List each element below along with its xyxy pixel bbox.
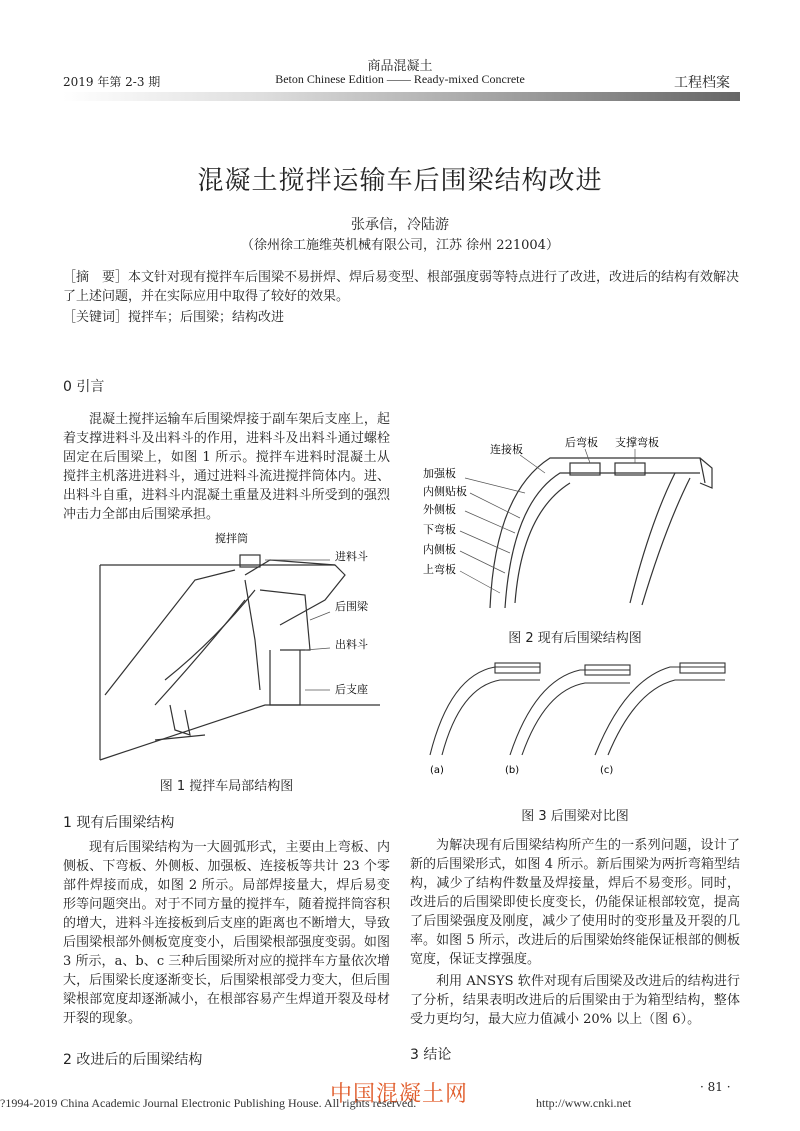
fig2-label-reinforcement-plate: 加强板 — [423, 467, 456, 480]
section-1-heading: 1 现有后围梁结构 — [63, 815, 175, 831]
journal-edition: Beton Chinese Edition —— Ready-mixed Concrete — [275, 72, 525, 86]
fig2-label-upper-bend-plate: 上弯板 — [423, 563, 456, 576]
figure-2-caption: 图 2 现有后围梁结构图 — [508, 631, 642, 646]
right-paragraph-1: 为解决现有后围梁结构所产生的一系列问题，设计了新的后围梁形式，如图 4 所示。新后围梁为两折弯箱型结构，减少了结构件数量及焊接量，焊后不易变形。同时，改进后的后围梁即使长度变长，仍能保证根部较宽，提高了后围梁强度及刚度，减少了使用时的变形量及开裂的几率。如图 5 所示，改进后的后围梁始终能保证根部的侧板宽度，保证支撑强度。 — [410, 838, 740, 967]
fig3-label-b: (b) — [505, 765, 520, 776]
abstract — [63, 268, 740, 306]
abstract-label: ［摘 要］ — [63, 270, 129, 285]
fig2-label-rear-bend-plate: 后弯板 — [565, 436, 598, 449]
fig1-label-rear-support: 后支座 — [335, 683, 368, 696]
page-number: · 81 · — [700, 1080, 731, 1094]
abstract-text: 本文针对现有搅拌车后围梁不易拼焊、焊后易变型、根部强度弱等特点进行了改进，改进后的结构有效解决了上述问题，并在实际应用中取得了较好的效果。 — [63, 270, 740, 304]
section-label: 工程档案 — [674, 75, 730, 91]
figure-2-drawing — [420, 433, 730, 618]
fig2-label-inner-side-plate: 内侧板 — [423, 543, 456, 556]
article-title: 混凝土搅拌运输车后围梁结构改进 — [197, 166, 603, 196]
fig2-label-outer-side-plate: 外侧板 — [423, 503, 456, 516]
fig2-label-lower-bend-plate: 下弯板 — [423, 523, 456, 536]
figure-3-caption: 图 3 后围梁对比图 — [521, 809, 629, 824]
fig2-label-support-bend-plate: 支撑弯板 — [615, 436, 659, 449]
keywords-label: ［关键词］ — [63, 310, 129, 325]
header-bar — [63, 92, 740, 101]
footer-url: http://www.cnki.net — [536, 1096, 632, 1110]
right-paragraph-2: 利用 ANSYS 软件对现有后围梁及改进后的结构进行了分析，结果表明改进后的后围梁由于为箱型结构，整体受力更均匀，最大应力值减小 20% 以上（图 6）。 — [410, 974, 740, 1027]
figure-1-caption: 图 1 搅拌车局部结构图 — [159, 779, 294, 794]
section-2-heading: 2 改进后的后围梁结构 — [63, 1052, 203, 1068]
fig2-label-connecting-plate: 连接板 — [490, 443, 523, 456]
keywords — [63, 306, 284, 325]
section-0-paragraph: 混凝土搅拌运输车后围梁焊接于副车架后支座上，起着支撑进料斗及出料斗的作用，进料斗及出料斗通过螺栓固定在后围梁上，如图 1 所示。搅拌车进料时混凝土从搅拌主机落进进料斗，通过进料斗流进搅拌筒体内。进、出料斗自重，进料斗内混凝土重量及进料斗所受到的强烈冲击力全部由后围梁承担。 — [63, 412, 390, 522]
article-authors: 张承信，冷陆游 — [351, 217, 449, 233]
section-1-paragraph: 现有后围梁结构为一大圆弧形式，主要由上弯板、内侧板、下弯板、外侧板、加强板、连接板等共计 23 个零部件焊接而成，如图 2 所示。局部焊接量大，焊后易变形等问题突出。对于不同方量的搅拌车，随着搅拌筒容积的增大，进料斗连接板到后支座的距离也不断增大，导致后围梁根部外侧板宽度变小，后围梁根部强度变弱。如图 3 所示，a、b、c 三种后围梁所对应的搅拌车方量依次增大，后围梁长度逐渐变长，后围梁根部受力变大，但后围梁根部宽度却逐渐减小，在根部容易产生焊道开裂及母材开裂的现象。 — [63, 840, 390, 1026]
figure-3-drawing — [420, 655, 740, 780]
fig1-label-discharge-hopper: 出料斗 — [335, 638, 368, 651]
fig1-label-mixer-drum: 搅拌筒 — [215, 532, 248, 545]
fig2-label-inner-patch-plate: 内侧贴板 — [423, 485, 467, 498]
section-3-heading: 3 结论 — [410, 1047, 452, 1063]
journal-name: 商品混凝土 — [367, 59, 433, 74]
fig3-label-a: (a) — [430, 765, 444, 776]
keywords-text: 搅拌车；后围梁；结构改进 — [128, 310, 285, 325]
section-0-heading: 0 引言 — [63, 379, 105, 395]
issue-label: 2019 年第 2-3 期 — [63, 75, 161, 89]
article-affiliation: （徐州徐工施维英机械有限公司，江苏 徐州 221004） — [241, 238, 559, 253]
fig3-label-c: (c) — [600, 765, 614, 776]
footer-copyright: ?1994-2019 China Academic Journal Electronic Publishing House. All rights reserved. — [0, 1096, 417, 1110]
fig1-label-rear-beam: 后围梁 — [335, 600, 368, 613]
watermark: 中国混凝土网 — [330, 1082, 469, 1107]
fig1-label-feed-hopper: 进料斗 — [335, 550, 368, 563]
figure-1-drawing — [95, 530, 385, 765]
